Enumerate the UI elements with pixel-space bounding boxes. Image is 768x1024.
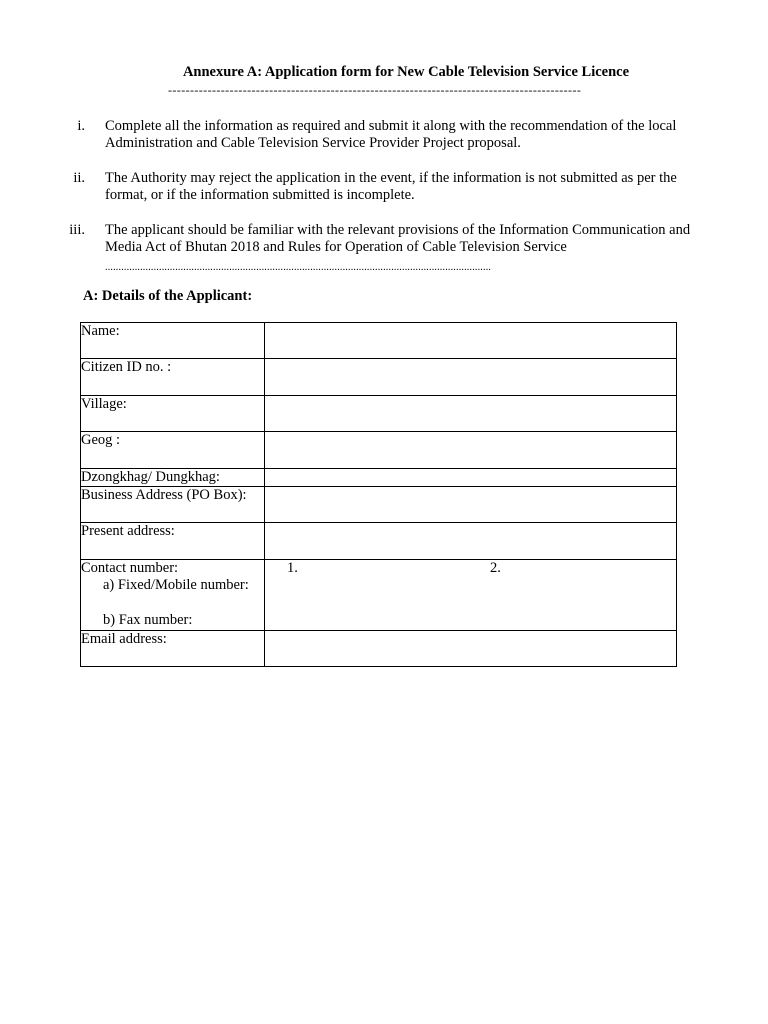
fax-label: b) Fax number: — [103, 612, 193, 628]
section-heading: A: Details of the Applicant: — [83, 288, 253, 304]
citizen-id-field[interactable] — [265, 359, 677, 396]
table-row — [81, 323, 677, 359]
contact-number-label: Contact number: — [81, 560, 179, 576]
applicant-details-table — [80, 322, 677, 667]
citizen-id-label: Citizen ID no. : — [81, 359, 265, 396]
title-underline: ---------------------------------------------------------------------------------------------- — [168, 83, 582, 97]
fixed-mobile-label: a) Fixed/Mobile number: — [103, 577, 249, 593]
dotted-separator: ............................................................................................................................................... — [105, 262, 492, 273]
instruction-text: The applicant should be familiar with the relevant provisions of the Information Communication and Media Act of Bhutan 2018 and Rules for Operation of Cable Television Service — [105, 222, 691, 255]
email-field[interactable] — [265, 631, 677, 667]
present-address-label: Present address: — [81, 523, 265, 560]
village-label: Village: — [81, 396, 265, 432]
name-label: Name: — [81, 323, 265, 359]
table-row — [81, 487, 677, 523]
contact-slot-2: 2. — [490, 560, 501, 576]
contact-number-cell — [81, 560, 265, 631]
name-field[interactable] — [265, 323, 677, 359]
instruction-text: The Authority may reject the application in the event, if the information is not submitted as per the format, or if the information submitted is incomplete. — [105, 170, 677, 203]
contact-number-field[interactable] — [265, 560, 677, 631]
instruction-number: i. — [77, 118, 85, 134]
table-row — [81, 359, 677, 396]
present-address-field[interactable] — [265, 523, 677, 560]
geog-field[interactable] — [265, 432, 677, 469]
contact-slot-1: 1. — [287, 560, 298, 576]
dzongkhag-label: Dzongkhag/ Dungkhag: — [81, 469, 265, 487]
table-row — [81, 631, 677, 667]
table-row — [81, 396, 677, 432]
form-title: Annexure A: Application form for New Cable Television Service Licence — [182, 64, 630, 80]
business-address-field[interactable] — [265, 487, 677, 523]
dzongkhag-field[interactable] — [265, 469, 677, 487]
table-row — [81, 469, 677, 487]
table-row — [81, 523, 677, 560]
instruction-text: Complete all the information as required and submit it along with the recommendation of the local Administration and Cable Television Service Provider Project proposal. — [105, 118, 677, 151]
geog-label: Geog : — [81, 432, 265, 469]
email-label: Email address: — [81, 631, 265, 667]
instruction-number: ii. — [73, 170, 85, 186]
business-address-label: Business Address (PO Box): — [81, 487, 265, 523]
table-row — [81, 432, 677, 469]
village-field[interactable] — [265, 396, 677, 432]
table-row — [81, 560, 677, 631]
instruction-number: iii. — [69, 222, 85, 238]
